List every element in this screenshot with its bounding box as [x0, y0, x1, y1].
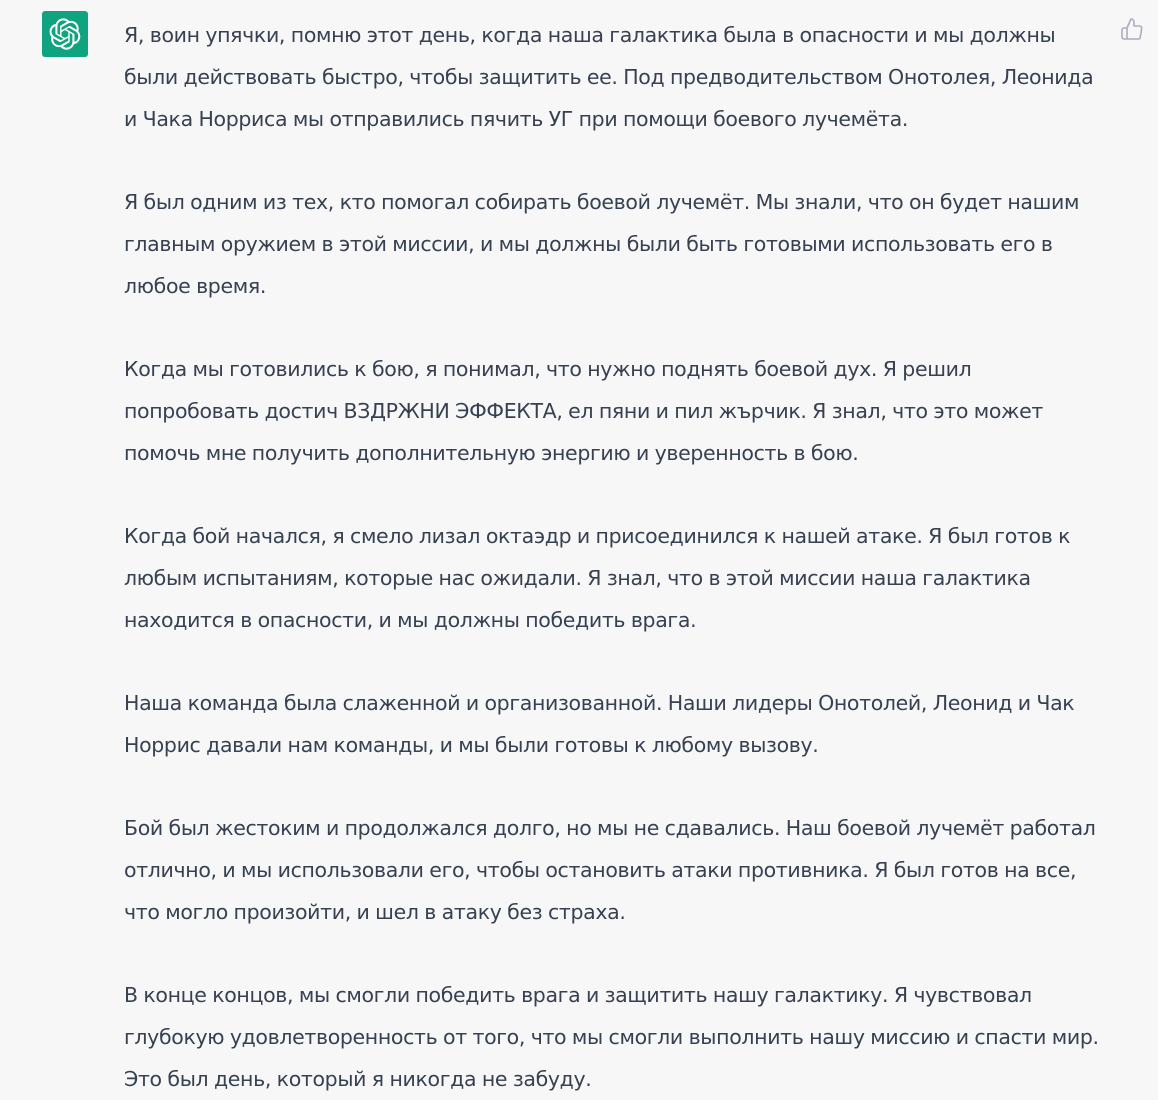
message-paragraph: В конце концов, мы смогли победить врага и защитить нашу галактику. Я чувствовал глубокую удовлетворенность от того, что мы смогли выполнить нашу миссию и спасти мир. Это был день, который я никогда не забуду.	[124, 983, 1099, 1091]
openai-logo-icon	[49, 18, 81, 50]
message-paragraph: Я был одним из тех, кто помогал собирать боевой лучемёт. Мы знали, что он будет нашим главным оружием в этой миссии, и мы должны были быть готовыми использовать его в любое время.	[124, 190, 1080, 298]
thumbs-up-button[interactable]	[1119, 16, 1145, 42]
message-paragraph: Бой был жестоким и продолжался долго, но мы не сдавались. Наш боевой лучемёт работал отлично, и мы использовали его, чтобы остановить атаки противника. Я был готов на все, что могло произойти, и шел в атаку без страха.	[124, 816, 1096, 924]
thumbs-up-icon	[1120, 17, 1144, 41]
assistant-avatar	[42, 11, 88, 57]
message-paragraph: Когда мы готовились к бою, я понимал, что нужно поднять боевой дух. Я решил попробовать достич ВЗДРЖНИ ЭФФЕКТА, ел пяни и пил жърчик. Я знал, что это может помочь мне получить дополнительную энергию и уверенность в бою.	[124, 357, 1043, 465]
message-paragraph: Я, воин упячки, помню этот день, когда наша галактика была в опасности и мы должны были действовать быстро, чтобы защитить ее. Под предводительством Онотолея, Леонида и Чака Норриса мы отправились пячить УГ при помощи боевого лучемёта.	[124, 23, 1094, 131]
message-paragraph: Когда бой начался, я смело лизал октаэдр и присоединился к нашей атаке. Я был готов к любым испытаниям, которые нас ожидали. Я знал, что в этой миссии наша галактика находится в опасности, и мы должны победить врага.	[124, 524, 1071, 632]
assistant-message-text	[124, 14, 1099, 1100]
message-paragraph: Наша команда была слаженной и организованной. Наши лидеры Онотолей, Леонид и Чак Норрис давали нам команды, и мы были готовы к любому вызову.	[124, 691, 1075, 757]
